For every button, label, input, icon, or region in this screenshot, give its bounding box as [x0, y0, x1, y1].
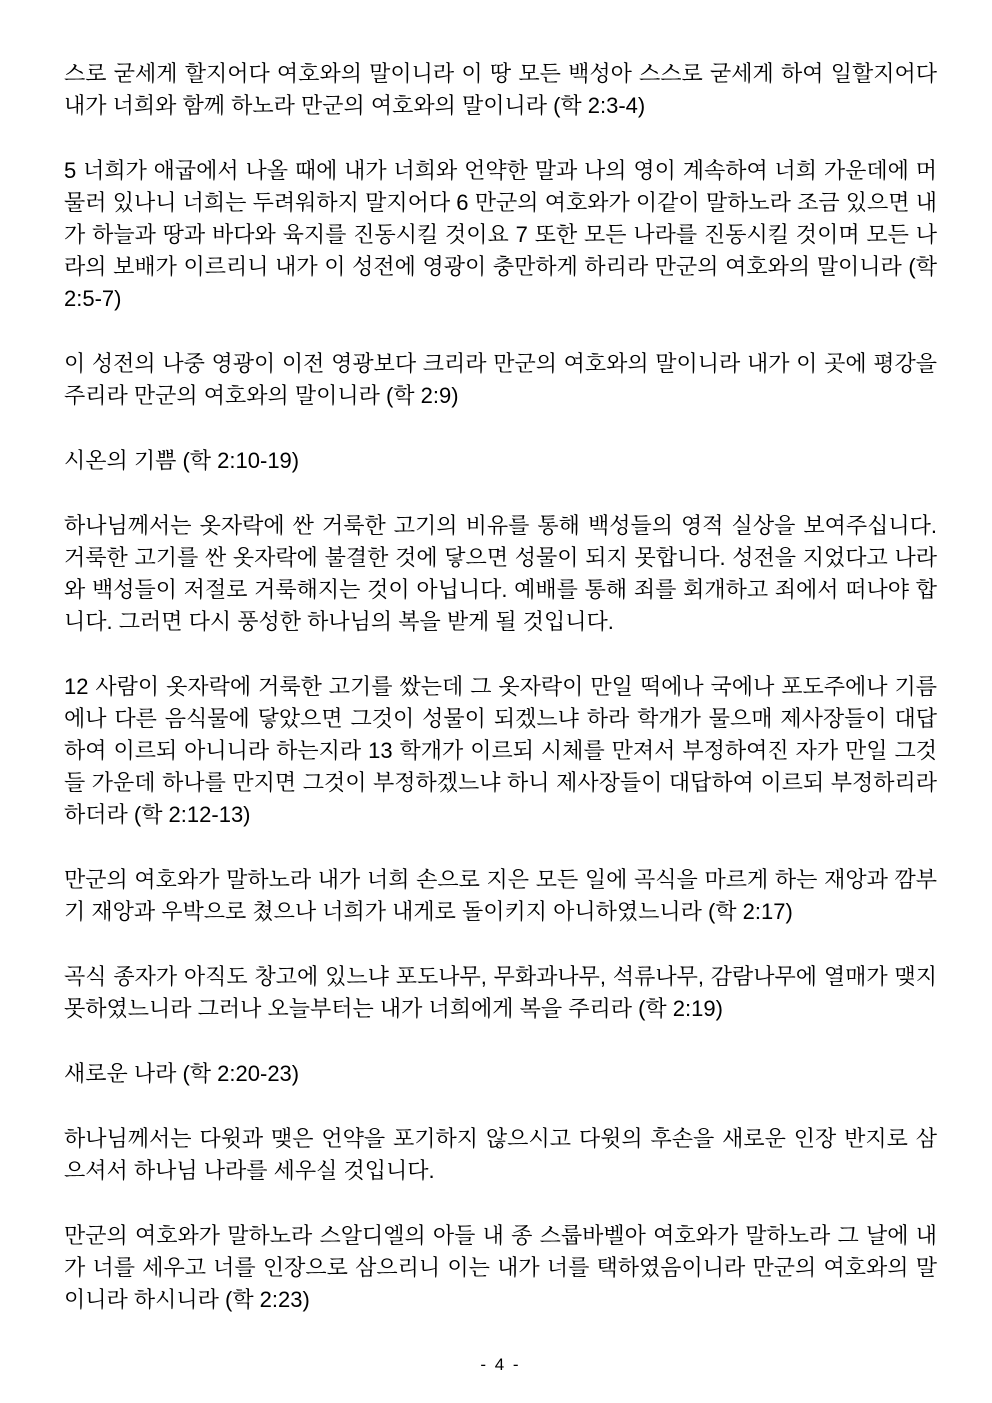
paragraph: 만군의 여호와가 말하노라 스알디엘의 아들 내 종 스룹바벨아 여호와가 말하노라 그 날에 내가 너를 세우고 너를 인장으로 삼으리니 이는 내가 너를 택하였음이니라 만군의 여호와의 말이니라 하시니라 (학 2:23) [64, 1223, 937, 1312]
document-body [64, 58, 937, 1349]
paragraph: 이 성전의 나중 영광이 이전 영광보다 크리라 만군의 여호와의 말이니라 내가 이 곳에 평강을 주리라 만군의 여호와의 말이니라 (학 2:9) [64, 351, 937, 408]
paragraph: 곡식 종자가 아직도 창고에 있느냐 포도나무, 무화과나무, 석류나무, 감람나무에 열매가 맺지 못하였느니라 그러나 오늘부터는 내가 너희에게 복을 주리라 (학 2:19) [64, 964, 937, 1021]
paragraph: 12 사람이 옷자락에 거룩한 고기를 쌌는데 그 옷자락이 만일 떡에나 국에나 포도주에나 기름에나 다른 음식물에 닿았으면 그것이 성물이 되겠느냐 하라 학개가 물으매 제사장들이 대답하여 이르되 아니니라 하는지라 13 학개가 이르되 시체를 만져서 부정하여진 자가 만일 그것들 가운데 하나를 만지면 그것이 부정하겠느냐 하니 제사장들이 대답하여 이르되 부정하리라 하더라 (학 2:12-13) [64, 674, 937, 827]
paragraph: 하나님께서는 다윗과 맺은 언약을 포기하지 않으시고 다윗의 후손을 새로운 인장 반지로 삼으셔서 하나님 나라를 세우실 것입니다. [64, 1126, 937, 1183]
paragraph: 스로 굳세게 할지어다 여호와의 말이니라 이 땅 모든 백성아 스스로 굳세게 하여 일할지어다 내가 너희와 함께 하노라 만군의 여호와의 말이니라 (학 2:3-4) [64, 61, 937, 118]
section-heading: 시온의 기쁨 (학 2:10-19) [64, 448, 300, 473]
section-heading: 새로운 나라 (학 2:20-23) [64, 1061, 300, 1086]
paragraph: 5 너희가 애굽에서 나올 때에 내가 너희와 언약한 말과 나의 영이 계속하여 너희 가운데에 머물러 있나니 너희는 두려워하지 말지어다 6 만군의 여호와가 이같이 말하노라 조금 있으면 내가 하늘과 땅과 바다와 육지를 진동시킬 것이요 7 또한 모든 나라를 진동시킬 것이며 모든 나라의 보배가 이르리니 내가 이 성전에 영광이 충만하게 하리라 만군의 여호와의 말이니라 (학 2:5-7) [64, 158, 937, 311]
paragraph: 하나님께서는 옷자락에 싼 거룩한 고기의 비유를 통해 백성들의 영적 실상을 보여주십니다. 거룩한 고기를 싼 옷자락에 불결한 것에 닿으면 성물이 되지 못합니다. 성전을 지었다고 나라와 백성들이 저절로 거룩해지는 것이 아닙니다. 예배를 통해 죄를 회개하고 죄에서 떠나야 합니다. 그러면 다시 풍성한 하나님의 복을 받게 될 것입니다. [64, 513, 937, 634]
page-number: - 4 - [480, 1355, 521, 1374]
paragraph: 만군의 여호와가 말하노라 내가 너희 손으로 지은 모든 일에 곡식을 마르게 하는 재앙과 깜부기 재앙과 우박으로 쳤으나 너희가 내게로 돌이키지 아니하였느니라 (학 2:17) [64, 867, 937, 924]
